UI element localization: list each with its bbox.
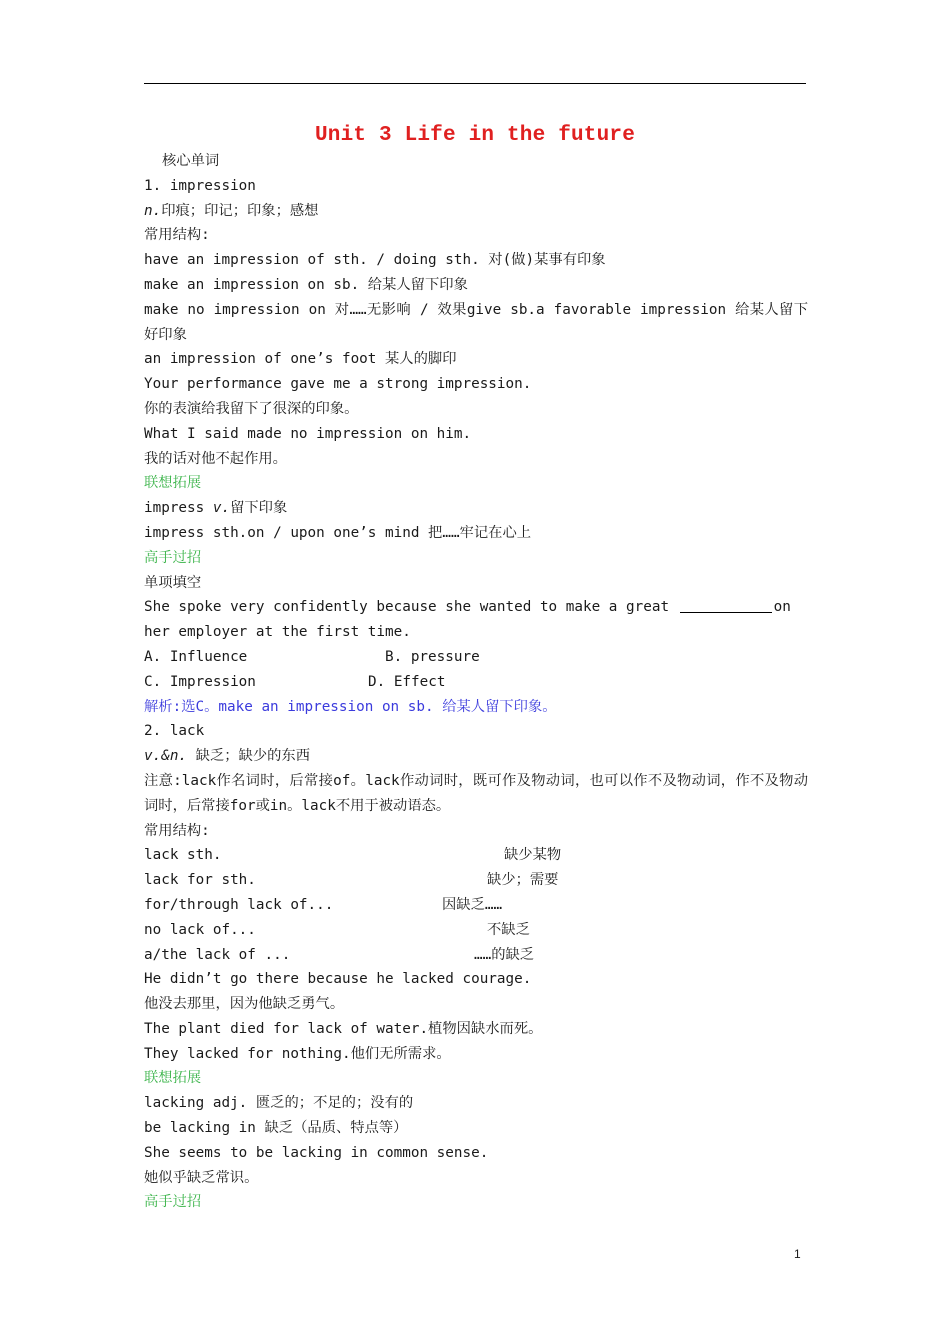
structure-row [144,843,808,868]
extension-label: 联想拓展 [144,475,202,492]
page-title: Unit 3 Life in the future [314,124,636,147]
phrase: an impression of one’s foot 某人的脚印 [144,351,457,368]
structure-en: for/through lack of... [144,896,334,913]
structure-cn: 不缺乏 [487,921,530,938]
usage-note: 注意:lack作名词时，后常接of。lack作动词时，既可作及物动词，也可以作不及物动词，作不及物动词时，后常接for或in。lack不用于被动语态。 [144,772,808,814]
word-heading: 1. impression [144,177,256,194]
answer-blank [680,598,772,613]
quiz-question-cont: her employer at the first time. [144,624,411,641]
structure-en: a/the lack of ... [144,946,291,963]
structure-cn: 缺少；需要 [487,872,559,889]
part-of-speech: n. [144,202,162,219]
structure-row [144,868,808,893]
answer-explanation: 解析:选C。make an impression on sb. 给某人留下印象。 [144,698,557,715]
structure-row [144,918,808,943]
option-b: B. pressure [385,648,480,665]
quiz-question [144,595,808,620]
example-sentence: She seems to be lacking in common sense. [144,1144,489,1161]
master-label: 高手过招 [144,1194,202,1211]
example-sentence: They lacked for nothing.他们无所需求。 [144,1045,451,1062]
word-heading: 2. lack [144,723,205,740]
document-body [144,149,808,1215]
example-sentence: Your performance gave me a strong impression. [144,376,532,393]
quiz-options [144,670,808,695]
phrase: make no impression on 对……无影响 / 效果give sb.a favorable impression 给某人留下好印象 [144,301,808,343]
word-definition [144,199,808,224]
example-translation: 她似乎缺乏常识。 [144,1169,259,1186]
phrase: make an impression on sb. 给某人留下印象 [144,276,468,293]
example-sentence: The plant died for lack of water.植物因缺水而死。 [144,1020,543,1037]
option-a: A. Influence [144,648,248,665]
master-label: 高手过招 [144,549,202,566]
structure-en: lack for sth. [144,872,256,889]
structure-en: lack sth. [144,847,222,864]
option-d: D. Effect [368,673,446,690]
header-rule [144,83,806,84]
extension-word: impress [144,500,213,517]
example-translation: 他没去那里，因为他缺乏勇气。 [144,996,345,1013]
part-of-speech: v.&n. [144,748,188,765]
structure-en: no lack of... [144,921,256,938]
structure-row [144,893,808,918]
extension-label: 联想拓展 [144,1070,202,1087]
option-c: C. Impression [144,673,256,690]
extension-item: impress sth.on / upon one’s mind 把……牢记在心上 [144,524,532,541]
example-sentence: He didn’t go there because he lacked courage. [144,971,532,988]
part-of-speech: v. [212,500,231,517]
word-definition [144,744,808,769]
structure-cn: 缺少某物 [504,847,562,864]
extension-item: be lacking in 缺乏（品质、特点等） [144,1120,408,1137]
page-number: 1 [794,1247,801,1261]
structure-label: 常用结构: [144,227,210,244]
example-translation: 你的表演给我留下了很深的印象。 [144,400,359,417]
extension-item: lacking adj. 匮乏的；不足的；没有的 [144,1095,414,1112]
question-text: She spoke very confidently because she wanted to make a great [144,599,670,616]
definition-text: 缺乏；缺少的东西 [187,748,311,765]
quiz-label: 单项填空 [144,574,202,591]
structure-label: 常用结构: [144,822,210,839]
structure-row [144,943,808,968]
example-sentence: What I said made no impression on him. [144,425,472,442]
extension-item [144,496,808,521]
structure-cn: 因缺乏…… [442,896,503,913]
phrase: have an impression of sth. / doing sth. 对(做)某事有印象 [144,252,606,269]
question-text: on [773,599,791,616]
structure-cn: ……的缺乏 [474,946,535,963]
definition-text: 印痕；印记；印象；感想 [161,202,319,219]
section-heading: 核心单词 [162,153,220,169]
definition-text: 留下印象 [230,500,288,517]
quiz-options [144,645,808,670]
example-translation: 我的话对他不起作用。 [144,450,287,467]
